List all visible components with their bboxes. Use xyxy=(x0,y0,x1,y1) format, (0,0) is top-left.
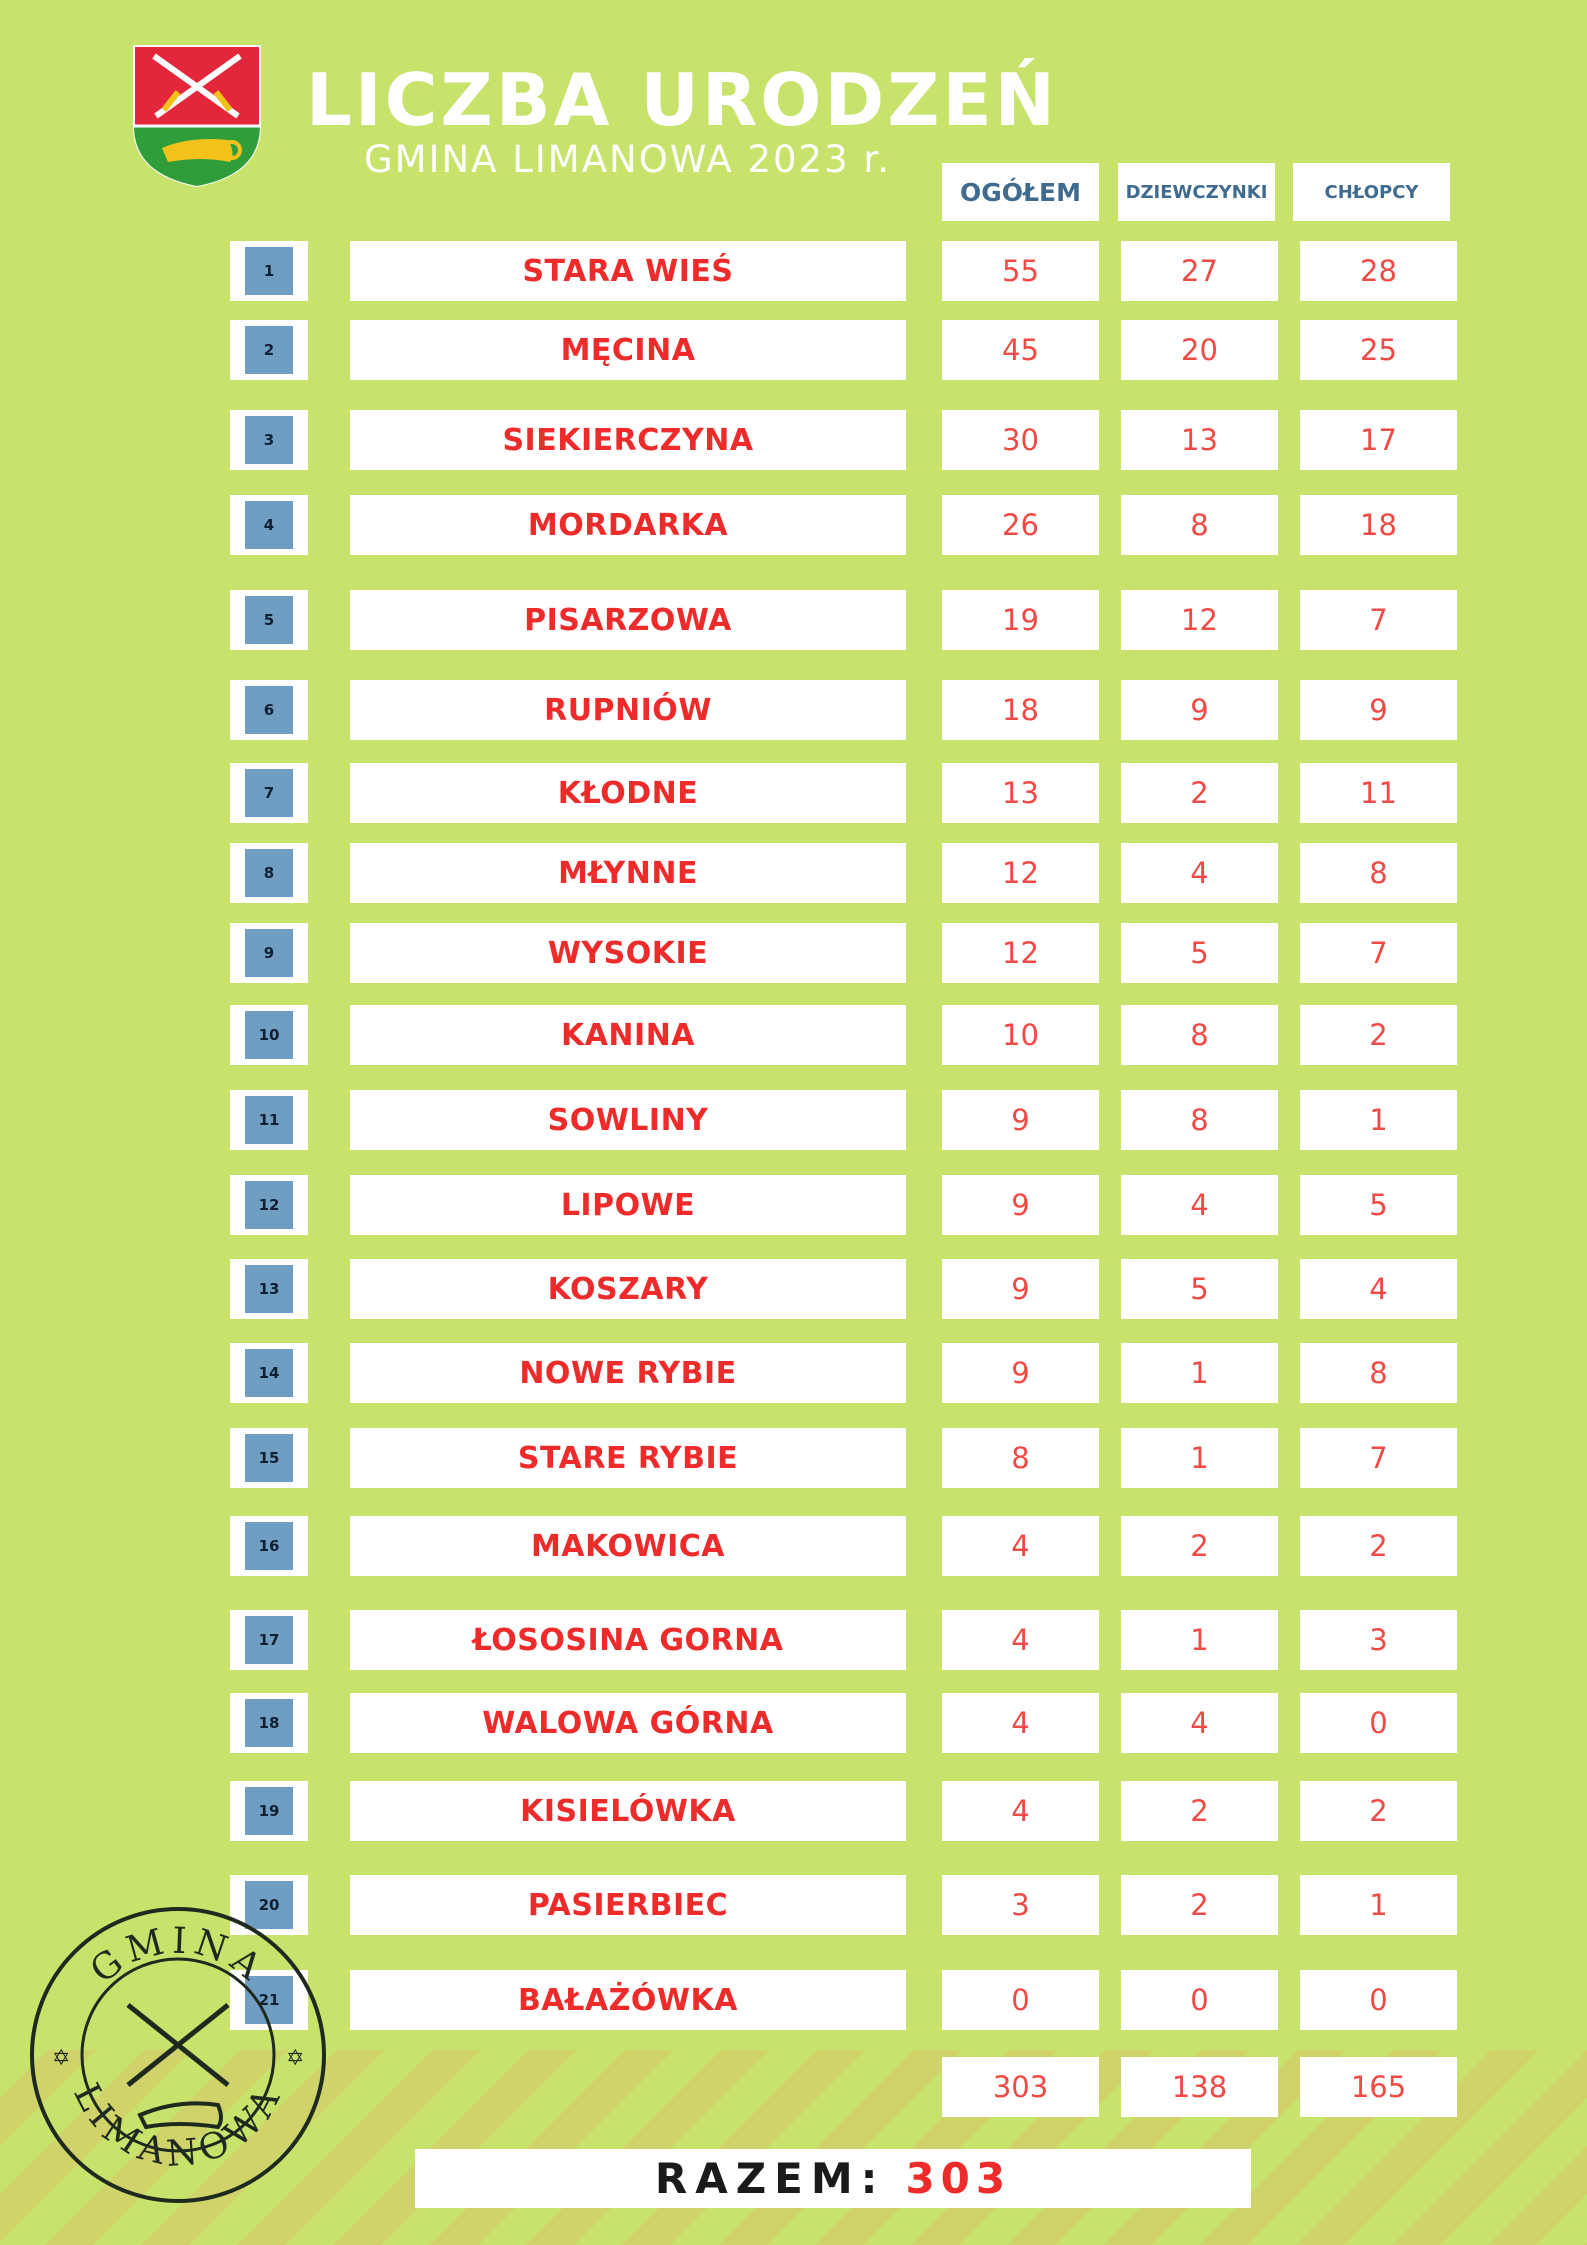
cell-dziewczynki: 8 xyxy=(1121,1090,1278,1150)
table-row xyxy=(0,763,1587,823)
village-name: KŁODNE xyxy=(350,763,906,823)
cell-ogolem: 18 xyxy=(942,680,1099,740)
row-number-box xyxy=(230,410,308,470)
row-number: 1 xyxy=(245,247,293,295)
cell-chlopcy: 9 xyxy=(1300,680,1457,740)
row-number: 5 xyxy=(245,596,293,644)
row-number-box xyxy=(230,1005,308,1065)
cell-chlopcy: 7 xyxy=(1300,1428,1457,1488)
cell-dziewczynki: 9 xyxy=(1121,680,1278,740)
village-name: PASIERBIEC xyxy=(350,1875,906,1935)
row-number-box xyxy=(230,1259,308,1319)
cell-chlopcy: 2 xyxy=(1300,1516,1457,1576)
table-row xyxy=(0,1516,1587,1576)
cell-dziewczynki: 4 xyxy=(1121,1175,1278,1235)
village-name: LIPOWE xyxy=(350,1175,906,1235)
village-name: MĘCINA xyxy=(350,320,906,380)
cell-dziewczynki: 20 xyxy=(1121,320,1278,380)
row-number-box xyxy=(230,1428,308,1488)
column-header-dziewczynki: DZIEWCZYNKI xyxy=(1118,163,1275,221)
cell-dziewczynki: 4 xyxy=(1121,1693,1278,1753)
table-row xyxy=(0,590,1587,650)
cell-ogolem: 9 xyxy=(942,1175,1099,1235)
table-row xyxy=(0,1343,1587,1403)
seal-top-text: GMINA xyxy=(82,1920,274,1992)
total-chlopcy: 165 xyxy=(1300,2057,1457,2117)
cell-ogolem: 9 xyxy=(942,1343,1099,1403)
total-ogolem: 303 xyxy=(942,2057,1099,2117)
row-number-box xyxy=(230,1343,308,1403)
svg-text:GMINA xyxy=(83,1920,273,1992)
summary-value: 303 xyxy=(905,2154,1012,2203)
village-name: STARA WIEŚ xyxy=(350,241,906,301)
cell-dziewczynki: 13 xyxy=(1121,410,1278,470)
row-number-box xyxy=(230,1516,308,1576)
table-row xyxy=(0,495,1587,555)
cell-ogolem: 4 xyxy=(942,1516,1099,1576)
svg-text:✡: ✡ xyxy=(52,2046,71,2071)
village-name: WALOWA GÓRNA xyxy=(350,1693,906,1753)
village-name: KISIELÓWKA xyxy=(350,1781,906,1841)
cell-ogolem: 45 xyxy=(942,320,1099,380)
page-title: LICZBA URODZEŃ xyxy=(306,58,1058,142)
village-name: KOSZARY xyxy=(350,1259,906,1319)
cell-chlopcy: 2 xyxy=(1300,1781,1457,1841)
cell-dziewczynki: 1 xyxy=(1121,1610,1278,1670)
cell-dziewczynki: 2 xyxy=(1121,1875,1278,1935)
row-number-box xyxy=(230,1175,308,1235)
cell-chlopcy: 0 xyxy=(1300,1693,1457,1753)
row-number-box xyxy=(230,1090,308,1150)
gmina-seal-icon xyxy=(28,1905,328,2205)
cell-chlopcy: 8 xyxy=(1300,1343,1457,1403)
cell-dziewczynki: 12 xyxy=(1121,590,1278,650)
cell-dziewczynki: 1 xyxy=(1121,1428,1278,1488)
table-row xyxy=(0,1090,1587,1150)
cell-dziewczynki: 1 xyxy=(1121,1343,1278,1403)
row-number: 6 xyxy=(245,686,293,734)
total-dziewczynki: 138 xyxy=(1121,2057,1278,2117)
cell-dziewczynki: 0 xyxy=(1121,1970,1278,2030)
cell-chlopcy: 0 xyxy=(1300,1970,1457,2030)
cell-ogolem: 26 xyxy=(942,495,1099,555)
cell-chlopcy: 8 xyxy=(1300,843,1457,903)
cell-chlopcy: 3 xyxy=(1300,1610,1457,1670)
row-number: 2 xyxy=(245,326,293,374)
row-number: 10 xyxy=(245,1011,293,1059)
cell-ogolem: 13 xyxy=(942,763,1099,823)
row-number-box xyxy=(230,1781,308,1841)
cell-ogolem: 9 xyxy=(942,1259,1099,1319)
cell-dziewczynki: 2 xyxy=(1121,1781,1278,1841)
table-row xyxy=(0,1610,1587,1670)
table-row xyxy=(0,410,1587,470)
row-number: 12 xyxy=(245,1181,293,1229)
cell-chlopcy: 1 xyxy=(1300,1875,1457,1935)
cell-ogolem: 8 xyxy=(942,1428,1099,1488)
village-name: STARE RYBIE xyxy=(350,1428,906,1488)
cell-ogolem: 19 xyxy=(942,590,1099,650)
village-name: MORDARKA xyxy=(350,495,906,555)
village-name: WYSOKIE xyxy=(350,923,906,983)
row-number-box xyxy=(230,1610,308,1670)
svg-text:✡: ✡ xyxy=(286,2046,305,2071)
row-number-box xyxy=(230,763,308,823)
cell-chlopcy: 4 xyxy=(1300,1259,1457,1319)
table-row xyxy=(0,843,1587,903)
summary-bar xyxy=(415,2149,1251,2208)
cell-chlopcy: 11 xyxy=(1300,763,1457,823)
row-number: 7 xyxy=(245,769,293,817)
row-number: 13 xyxy=(245,1265,293,1313)
cell-ogolem: 4 xyxy=(942,1610,1099,1670)
cell-dziewczynki: 8 xyxy=(1121,495,1278,555)
table-row xyxy=(0,680,1587,740)
cell-chlopcy: 7 xyxy=(1300,590,1457,650)
row-number-box xyxy=(230,923,308,983)
row-number-box xyxy=(230,590,308,650)
village-name: SIEKIERCZYNA xyxy=(350,410,906,470)
row-number: 8 xyxy=(245,849,293,897)
cell-ogolem: 4 xyxy=(942,1781,1099,1841)
cell-chlopcy: 2 xyxy=(1300,1005,1457,1065)
table-row xyxy=(0,1175,1587,1235)
row-number-box xyxy=(230,843,308,903)
cell-dziewczynki: 5 xyxy=(1121,1259,1278,1319)
row-number: 9 xyxy=(245,929,293,977)
cell-chlopcy: 17 xyxy=(1300,410,1457,470)
cell-dziewczynki: 2 xyxy=(1121,763,1278,823)
row-number: 20 xyxy=(245,1881,293,1929)
cell-ogolem: 3 xyxy=(942,1875,1099,1935)
table-row xyxy=(0,1428,1587,1488)
cell-ogolem: 10 xyxy=(942,1005,1099,1065)
summary-label: RAZEM: xyxy=(654,2154,886,2203)
column-header-ogolem: OGÓŁEM xyxy=(942,163,1099,221)
row-number: 18 xyxy=(245,1699,293,1747)
village-name: KANINA xyxy=(350,1005,906,1065)
village-name: NOWE RYBIE xyxy=(350,1343,906,1403)
row-number-box xyxy=(230,320,308,380)
row-number: 19 xyxy=(245,1787,293,1835)
table-row xyxy=(0,1259,1587,1319)
cell-ogolem: 12 xyxy=(942,843,1099,903)
village-name: SOWLINY xyxy=(350,1090,906,1150)
village-name: MŁYNNE xyxy=(350,843,906,903)
row-number: 4 xyxy=(245,501,293,549)
table-row xyxy=(0,1781,1587,1841)
cell-ogolem: 30 xyxy=(942,410,1099,470)
table-row xyxy=(0,1005,1587,1065)
cell-ogolem: 4 xyxy=(942,1693,1099,1753)
cell-dziewczynki: 2 xyxy=(1121,1516,1278,1576)
cell-dziewczynki: 27 xyxy=(1121,241,1278,301)
cell-chlopcy: 18 xyxy=(1300,495,1457,555)
row-number: 21 xyxy=(245,1976,293,2024)
table-row xyxy=(0,923,1587,983)
village-name: RUPNIÓW xyxy=(350,680,906,740)
village-name: ŁOSOSINA GORNA xyxy=(350,1610,906,1670)
row-number-box xyxy=(230,495,308,555)
column-header-chlopcy: CHŁOPCY xyxy=(1293,163,1450,221)
cell-chlopcy: 28 xyxy=(1300,241,1457,301)
table-row xyxy=(0,241,1587,301)
cell-ogolem: 12 xyxy=(942,923,1099,983)
cell-chlopcy: 7 xyxy=(1300,923,1457,983)
table-row xyxy=(0,320,1587,380)
table-row xyxy=(0,1693,1587,1753)
village-name: PISARZOWA xyxy=(350,590,906,650)
village-name: MAKOWICA xyxy=(350,1516,906,1576)
row-number: 16 xyxy=(245,1522,293,1570)
cell-chlopcy: 1 xyxy=(1300,1090,1457,1150)
cell-chlopcy: 5 xyxy=(1300,1175,1457,1235)
cell-ogolem: 55 xyxy=(942,241,1099,301)
cell-dziewczynki: 5 xyxy=(1121,923,1278,983)
row-number: 17 xyxy=(245,1616,293,1664)
village-name: BAŁAŻÓWKA xyxy=(350,1970,906,2030)
cell-ogolem: 9 xyxy=(942,1090,1099,1150)
cell-dziewczynki: 8 xyxy=(1121,1005,1278,1065)
row-number: 11 xyxy=(245,1096,293,1144)
seal-bottom-text: LIMANOWA xyxy=(65,2076,291,2176)
row-number: 14 xyxy=(245,1349,293,1397)
row-number: 3 xyxy=(245,416,293,464)
cell-ogolem: 0 xyxy=(942,1970,1099,2030)
page-subtitle: GMINA LIMANOWA 2023 r. xyxy=(364,138,891,181)
row-number-box xyxy=(230,241,308,301)
cell-dziewczynki: 4 xyxy=(1121,843,1278,903)
row-number-box xyxy=(230,1693,308,1753)
row-number-box xyxy=(230,680,308,740)
cell-chlopcy: 25 xyxy=(1300,320,1457,380)
row-number: 15 xyxy=(245,1434,293,1482)
